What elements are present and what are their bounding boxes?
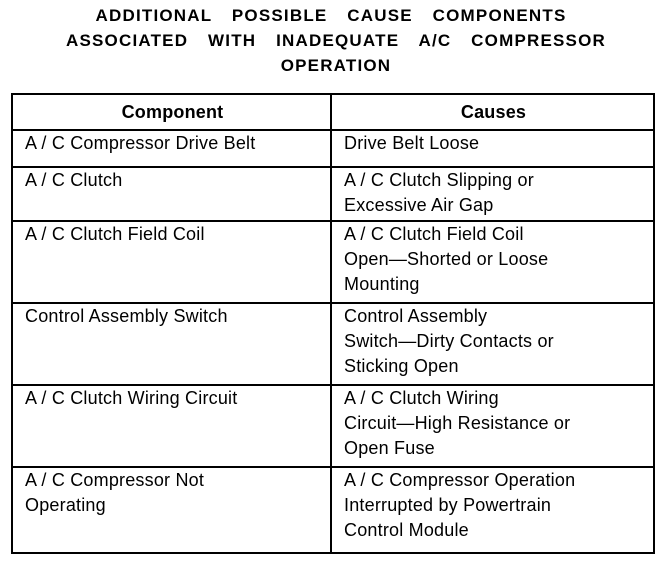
title-line-2: ASSOCIATED WITH INADEQUATE A/C COMPRESSOR — [66, 31, 606, 50]
causes-text: A / C Clutch Field Coil Open—Shorted or Loose Mounting — [344, 224, 549, 294]
causes-table — [11, 93, 655, 554]
document-title — [0, 3, 672, 78]
causes-text: A / C Clutch Slipping or Excessive Air Gap — [344, 170, 534, 215]
causes-text: A / C Clutch Wiring Circuit—High Resistance or Open Fuse — [344, 388, 571, 458]
component-cell — [12, 303, 331, 385]
component-cell — [12, 167, 331, 221]
title-line-3: OPERATION — [280, 56, 392, 75]
component-cell — [12, 221, 331, 303]
causes-cell — [331, 167, 654, 221]
causes-text: A / C Compressor Operation Interrupted by Powertrain Control Module — [344, 470, 576, 540]
header-causes: Causes — [331, 94, 654, 130]
causes-cell — [331, 467, 654, 553]
causes-cell — [331, 221, 654, 303]
causes-text: Drive Belt Loose — [344, 133, 480, 153]
causes-cell — [331, 385, 654, 467]
title-line-1: ADDITIONAL POSSIBLE CAUSE COMPONENTS — [95, 6, 567, 25]
component-text: A / C Clutch Field Coil — [25, 224, 205, 244]
causes-cell — [331, 130, 654, 167]
table-row — [12, 303, 654, 385]
table-header-row — [12, 94, 654, 130]
component-text: Control Assembly Switch — [25, 306, 228, 326]
table-row — [12, 221, 654, 303]
table-row — [12, 467, 654, 553]
table-row — [12, 130, 654, 167]
component-text: A / C Clutch Wiring Circuit — [25, 388, 238, 408]
table-row — [12, 385, 654, 467]
component-cell — [12, 385, 331, 467]
causes-cell — [331, 303, 654, 385]
component-cell — [12, 130, 331, 167]
table-row — [12, 167, 654, 221]
component-text: A / C Compressor Not Operating — [25, 470, 205, 515]
component-cell — [12, 467, 331, 553]
component-text: A / C Clutch — [25, 170, 123, 190]
causes-text: Control Assembly Switch—Dirty Contacts or Sticking Open — [344, 306, 554, 376]
header-component: Component — [12, 94, 331, 130]
component-text: A / C Compressor Drive Belt — [25, 133, 256, 153]
